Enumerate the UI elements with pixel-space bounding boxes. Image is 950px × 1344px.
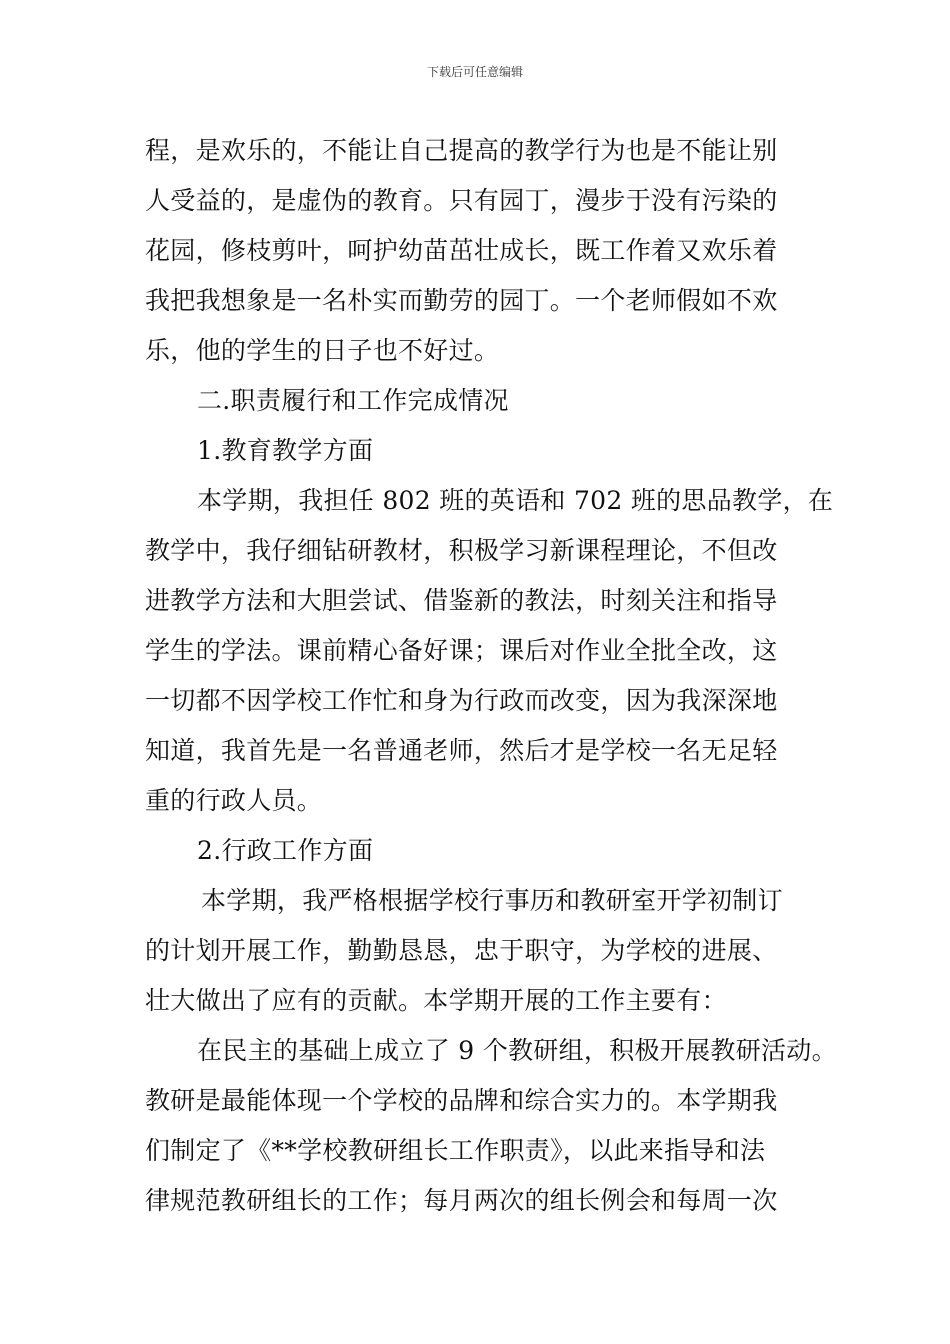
paragraph-line: 重的行政人员。	[145, 786, 323, 815]
subsection-heading: 1.教育教学方面	[197, 436, 374, 465]
paragraph-line: 乐，他的学生的日子也不好过。	[145, 336, 500, 365]
paragraph-line: 们制定了《**学校教研组长工作职责》，以此来指导和法	[145, 1136, 766, 1165]
paragraph-line: 花园，修枝剪叶，呵护幼苗茁壮成长，既工作着又欢乐着	[145, 236, 778, 265]
paragraph-line: 的计划开展工作，勤勤恳恳，忠于职守，为学校的进展、	[145, 936, 778, 965]
subsection-heading: 2.行政工作方面	[197, 836, 374, 865]
paragraph-line: 进教学方法和大胆尝试、借鉴新的教法，时刻关注和指导	[145, 586, 778, 615]
paragraph-line: 本学期，我担任 802 班的英语和 702 班的思品教学，在	[197, 486, 834, 515]
paragraph-line: 教研是最能体现一个学校的品牌和综合实力的。本学期我	[145, 1086, 778, 1115]
paragraph-line: 在民主的基础上成立了 9 个教研组，积极开展教研活动。	[197, 1036, 837, 1065]
paragraph-line: 我把我想象是一名朴实而勤劳的园丁。一个老师假如不欢	[145, 286, 778, 315]
section-heading: 二.职责履行和工作完成情况	[197, 386, 509, 415]
paragraph-line: 学生的学法。课前精心备好课；课后对作业全批全改，这	[145, 636, 778, 665]
paragraph-line: 知道，我首先是一名普通老师，然后才是学校一名无足轻	[145, 736, 778, 765]
paragraph-line: 教学中，我仔细钻研教材，积极学习新课程理论，不但改	[145, 536, 778, 565]
paragraph-line: 人受益的，是虚伪的教育。只有园丁，漫步于没有污染的	[145, 186, 778, 215]
paragraph-line: 壮大做出了应有的贡献。本学期开展的工作主要有：	[145, 986, 727, 1015]
paragraph-line: 一切都不因学校工作忙和身为行政而改变，因为我深深地	[145, 686, 778, 715]
paragraph-line: 程，是欢乐的，不能让自己提高的教学行为也是不能让别	[145, 136, 778, 165]
document-body	[145, 126, 835, 1226]
paragraph-line: 本学期，我严格根据学校行事历和教研室开学初制订	[201, 886, 783, 915]
page-header-note: 下载后可任意编辑	[426, 65, 523, 79]
paragraph-line: 律规范教研组长的工作；每月两次的组长例会和每周一次	[145, 1186, 778, 1215]
